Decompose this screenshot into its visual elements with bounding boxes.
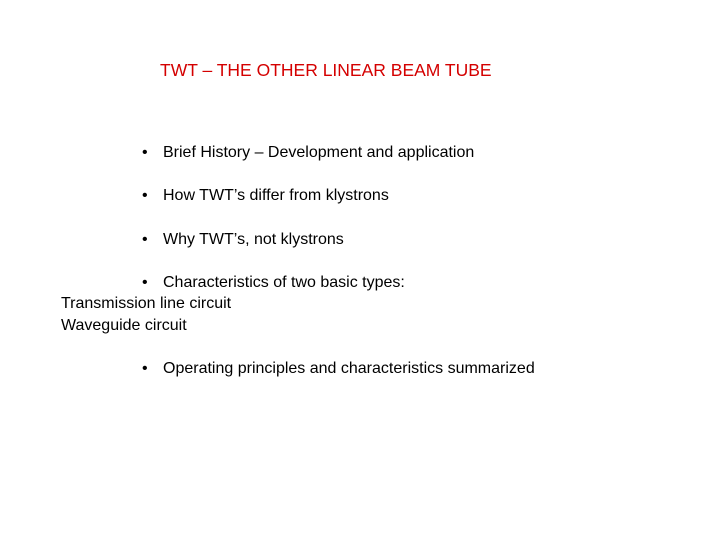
bullet-text: Why TWT’s, not klystrons xyxy=(163,231,344,248)
slide-title: TWT – THE OTHER LINEAR BEAM TUBE xyxy=(160,60,492,80)
bullet-icon: • xyxy=(142,360,148,377)
bullet-text: Operating principles and characteristics summarized xyxy=(163,360,535,377)
sub-item: Transmission line circuit xyxy=(61,295,232,312)
bullet-text: Brief History – Development and application xyxy=(163,144,475,161)
bullet-icon: • xyxy=(142,274,148,291)
bullet-icon: • xyxy=(142,187,148,204)
bullet-text: How TWT’s differ from klystrons xyxy=(163,187,389,204)
bullet-text: Characteristics of two basic types: xyxy=(163,274,405,291)
bullet-icon: • xyxy=(142,231,148,248)
sub-item: Waveguide circuit xyxy=(61,317,187,334)
bullet-icon: • xyxy=(142,144,148,161)
